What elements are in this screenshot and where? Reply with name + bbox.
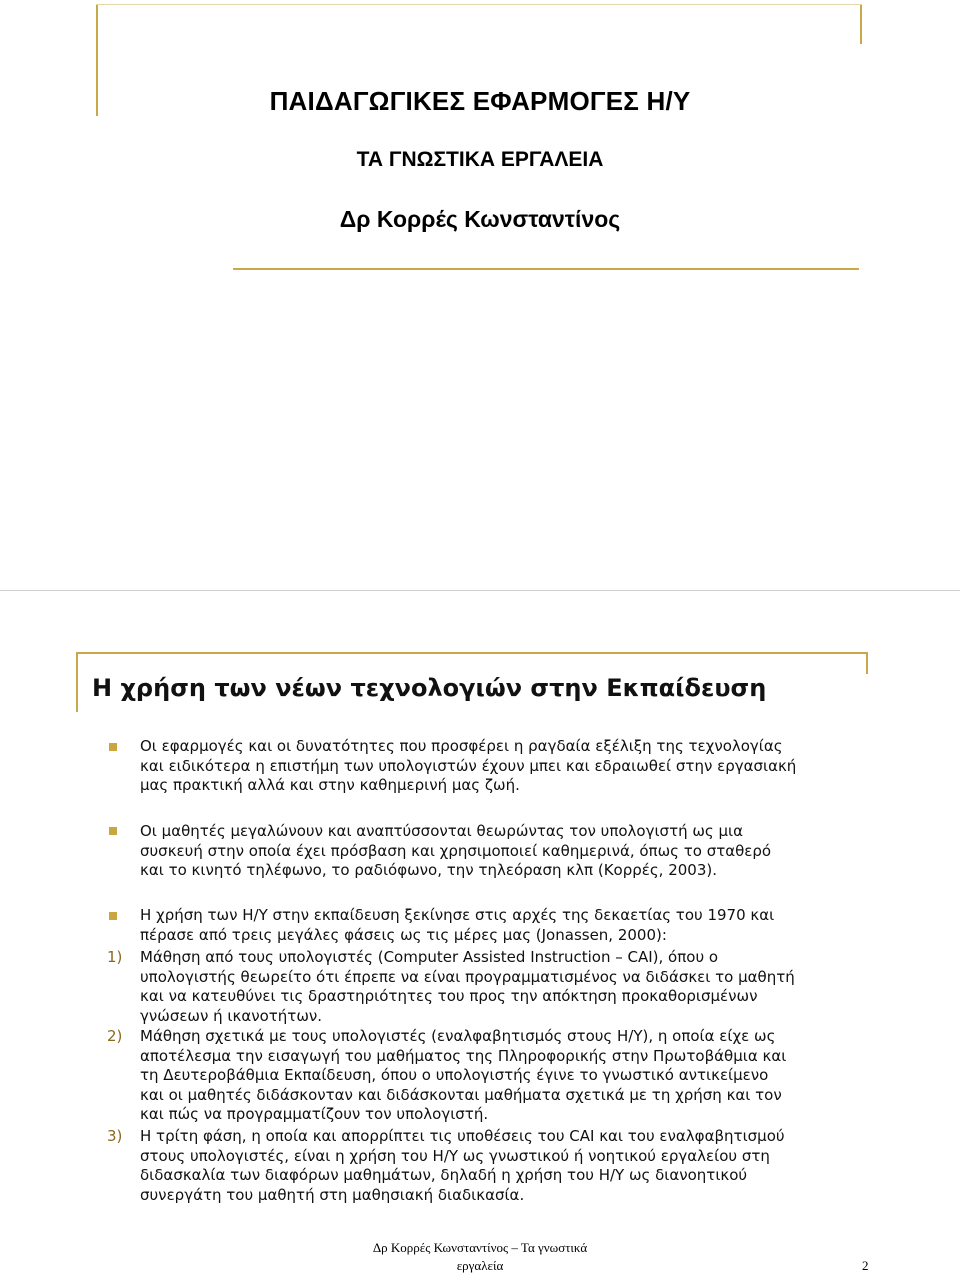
document-subtitle: ΤΑ ΓΝΩΣΤΙΚΑ ΕΡΓΑΛΕΙΑ [356, 148, 604, 171]
slide-frame-right [866, 652, 868, 674]
footer-line-1: Δρ Κορρές Κωνσταντίνος – Τα γνωστικά [372, 1240, 588, 1255]
slide-frame-top [76, 652, 868, 654]
list-number: 2) [107, 1027, 123, 1045]
document-title: ΠΑΙΔΑΓΩΓΙΚΕΣ ΕΦΑΡΜΟΓΕΣ Η/Υ [269, 86, 691, 116]
bullet-paragraph-1: Οι εφαρμογές και οι δυνατότητες που προσφέρει η ραγδαία εξέλιξη της τεχνολογίας και ειδικότερα η επιστήμη των υπολογιστών έχουν μπει και εδραιωθεί στην εργασιακή μας πρακτική αλλά και στην καθημερινή μας ζωή. [140, 737, 797, 794]
top-frame-right [860, 4, 862, 44]
numbered-item-2: Μάθηση σχετικά με τους υπολογιστές (εναλφαβητισμός στους Η/Υ), η οποία είχε ως αποτέλεσμα την εισαγωγή του μαθήματος της Πληροφορικής στην Πρωτοβάθμια και τη Δευτεροβάθμια Εκπαίδευση, όπου ο υπολογιστής έγινε το γνωστικό αντικείμενο και οι μαθητές διδάσκονταν και διδάσκονται μαθήματα σχετικά με τη χρήση και τον και πώς να προγραμματίζουν τον υπολογιστή. [140, 1027, 787, 1123]
slide-divider [0, 590, 960, 591]
list-number: 1) [107, 948, 123, 966]
bullet-paragraph-2: Οι μαθητές μεγαλώνουν και αναπτύσσονται θεωρώντας τον υπολογιστή ως μια συσκευή στην οποία έχει πρόσβαση και χρησιμοποιεί καθημερινά, όπως το σταθερό και το κινητό τηλέφωνο, το ραδιόφωνο, την τηλεόραση κλπ (Κορρές, 2003). [140, 822, 772, 879]
bullet-icon [109, 743, 117, 751]
bullet-icon [109, 827, 117, 835]
footer-line-2: εργαλεία [456, 1258, 504, 1273]
page-number: 2 [862, 1258, 869, 1273]
top-frame-top [96, 4, 862, 5]
numbered-item-1: Μάθηση από τους υπολογιστές (Computer Assisted Instruction – CAI), όπου ο υπολογιστής θεωρείτο ότι έπρεπε να είναι προγραμματισμένος να διδάσκει το μαθητή και να κατευθύνει τις δραστηριότητες του προς την απόκτηση προκαθορισμένων γνώσεων ή ικανοτήτων. [140, 948, 795, 1025]
list-number: 3) [107, 1127, 123, 1145]
slide-heading: Η χρήση των νέων τεχνολογιών στην Εκπαίδευση [92, 674, 767, 702]
numbered-item-3: Η τρίτη φάση, η οποία και απορρίπτει τις υποθέσεις του CAI και του εναλφαβητισμού στους υπολογιστές, είναι η χρήση του Η/Υ ως γνωστικού ή νοητικού εργαλείου στη διδασκαλία των διαφόρων μαθημάτων, δηλαδή η χρήση του Η/Υ ως διανοητικού συνεργάτη του μαθητή στη μαθησιακή διαδικασία. [140, 1127, 785, 1204]
slide-frame-left [76, 652, 78, 712]
bullet-icon [109, 912, 117, 920]
bullet-paragraph-3: Η χρήση των Η/Υ στην εκπαίδευση ξεκίνησε στις αρχές της δεκαετίας του 1970 και πέρασε από τρεις μεγάλες φάσεις ως τις μέρες μας (Jonassen, 2000): [140, 906, 775, 944]
document-author: Δρ Κορρές Κωνσταντίνος [339, 206, 621, 232]
top-frame-rule [233, 268, 859, 270]
